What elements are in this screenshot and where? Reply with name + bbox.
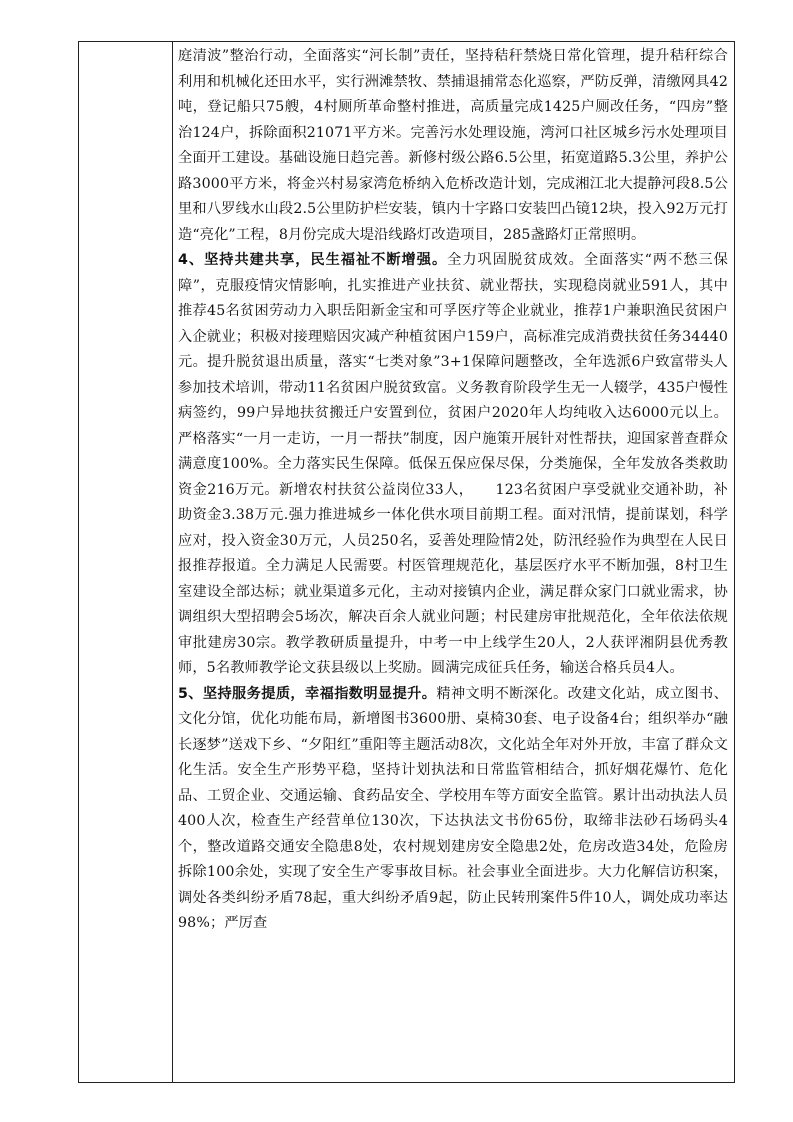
paragraph-livelihood [178,248,728,682]
paragraph-text: 全力巩固脱贫成效。全面落实“两不愁三保障”，克服疫情灾情影响，扎实推进产业扶贫、就业帮扶，实现稳岗就业591人，其中推荐45名贫困劳动力入职岳阳新金宝和可孚医疗等企业就业，推荐1户兼职渔民贫困户入企就业；积极对接理赔因灾减产种植贫困户159户，高标准完成消费扶贫任务34440元。提升脱贫退出质量，落实“七类对象”3+1保障问题整改，全年选派6户致富带头人参加技术培训，带动11名贫困户脱贫致富。义务教育阶段学生无一人辍学，435户慢性病签约，99户异地扶贫搬迁户安置到位，贫困户2020年人均纯收入达6000元以上。严格落实“一月一走访，一月一帮扶”制度，因户施策开展针对性帮扶，迎国家普查群众满意度100%。全力落实民生保障。低保五保应保尽保，分类施保，全年发放各类救助资金216万元。新增农村扶贫公益岗位33人， 123名贫困户享受就业交通补助，补助资金3.38万元.强力推进城乡一体化供水项目前期工程。面对汛情，提前谋划，科学应对，投入资金30万元，人员250名，妥善处理险情2处，防汛经验作为典型在人民日报推荐报道。全力满足人民需要。村医管理规范化，基层医疗水平不断加强，8村卫生室建设全部达标；就业渠道多元化，主动对接镇内企业，满足群众家门口就业需求，协调组织大型招聘会5场次，解决百余人就业问题；村民建房审批规范化，全年依法依规审批建房30宗。教学教研质量提升，中考一中上线学生20人，2人获评湘阴县优秀教师，5名教师教学论文获县级以上奖励。圆满完成征兵任务，输送合格兵员4人。 [178,252,728,676]
paragraph-services [178,682,728,937]
section-heading-4: 4、坚持共建共享，民生福祉不断增强。 [178,252,448,268]
section-heading-5: 5、坚持服务提质，幸福指数明显提升。 [178,685,437,702]
paragraph-text: 精神文明不断深化。改建文化站，成立图书、文化分馆，优化功能布局，新增图书3600册、桌椅30套、电子设备4台；组织举办“融长逐梦”送戏下乡、“夕阳红”重阳等主题活动8次，文化站全年对外开放，丰富了群众文化生活。安全生产形势平稳，坚持计划执法和日常监管相结合，抓好烟花爆竹、危化品、工贸企业、交通运输、食药品安全、学校用车等方面安全监管。累计出动执法人员400人次，检查生产经营单位130次，下达执法文书份65份，取缔非法砂石场码头4个，整改道路交通安全隐患8处，农村规划建房安全隐患2处，危房改造34处，危险房拆除100余处，实现了安全生产零事故目标。社会事业全面进步。大力化解信访积案，调处各类纠纷矛盾78起，重大纠纷矛盾9起，防止民转刑案件5件10人，调处成功率达98%；严厉查 [178,685,728,931]
document-table [78,41,735,1083]
paragraph-environment-infrastructure [178,44,728,248]
table-label-column [79,42,173,1082]
paragraph-text: 庭清波”整治行动，全面落实“河长制”责任，坚持秸秆禁烧日常化管理，提升秸秆综合利用和机械化还田水平，实行洲滩禁牧、禁捕退捕常态化巡察，严防反弹，清缴网具42吨，登记船只75艘，4村厕所革命整村推进，高质量完成1425户厕改任务，“四房”整治124户，拆除面积21071平方米。完善污水处理设施，湾河口社区城乡污水处理项目全面开工建设。基础设施日趋完善。新修村级公路6.5公里，拓宽道路5.3公里，养护公路3000平方米，将金兴村易家湾危桥纳入危桥改造计划，完成湘江北大提静河段8.5公里和八罗线水山段2.5公里防护栏安装，镇内十字路口安装凹凸镜12块，投入92万元打造“亮化”工程，8月份完成大堤沿线路灯改造项目，285盏路灯正常照明。 [178,48,728,243]
table-content-column [173,42,734,1082]
